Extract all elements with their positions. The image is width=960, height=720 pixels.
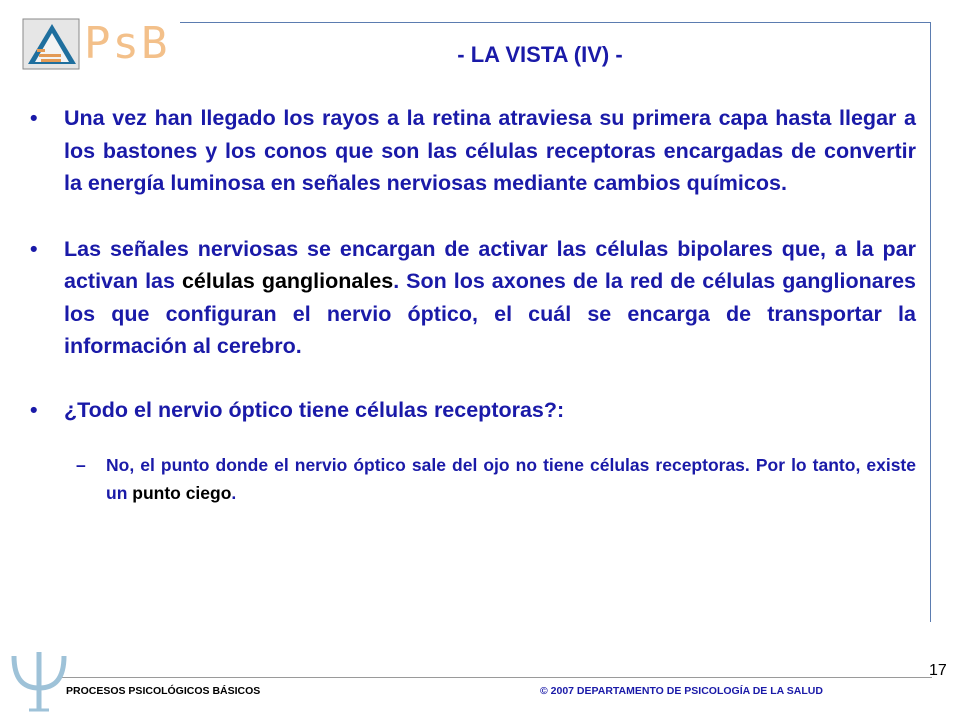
bullet-item [28, 394, 916, 427]
bullet-text: Las señales nerviosas se encargan de activar las células bipolares que, a la par activan las [64, 236, 916, 293]
sub-bullet-text: No, el punto donde el nervio óptico sale del ojo no tiene células receptoras. Por lo tanto, existe un [106, 455, 916, 503]
frame-top-border [180, 22, 931, 23]
frame-right-border [930, 22, 931, 622]
bullet-marker: • [30, 397, 38, 422]
highlight-term: punto ciego [132, 483, 232, 503]
slide-title: - LA VISTA (IV) - [457, 42, 623, 67]
bullet-marker: • [30, 106, 38, 130]
page-number: 17 [929, 662, 947, 679]
bullet-item [28, 102, 916, 200]
highlight-term: células ganglionales [181, 269, 394, 293]
bullet-text: ¿Todo el nervio óptico tiene células receptoras?: [64, 397, 565, 422]
slide-content [28, 102, 916, 507]
psi-icon [8, 650, 70, 712]
logo-text: PsB [84, 18, 170, 69]
bullet-marker: • [30, 236, 38, 261]
footer-course-name: PROCESOS PSICOLÓGICOS BÁSICOS [66, 685, 261, 697]
bullet-text: . Son los axones de la red de células ganglionares los que configuran el nervio óptico, el cuál se encarga de transportar la información al cerebro. [64, 269, 916, 358]
sub-bullet-marker: – [76, 455, 86, 475]
sub-bullet-item [68, 451, 916, 507]
bullet-text: Una vez han llegado los rayos a la retina atraviesa su primera capa hasta llegar a los bastones y los conos que son las células receptoras encargadas de convertir la energía luminosa en señales nerviosas mediante cambios químicos. [64, 106, 916, 195]
footer-copyright: © 2007 DEPARTAMENTO DE PSICOLOGÍA DE LA SALUD [540, 685, 823, 697]
bullet-item [28, 233, 916, 363]
footer-divider [60, 677, 932, 678]
psb-logo-icon [22, 18, 80, 70]
sub-bullet-text: . [231, 483, 237, 503]
